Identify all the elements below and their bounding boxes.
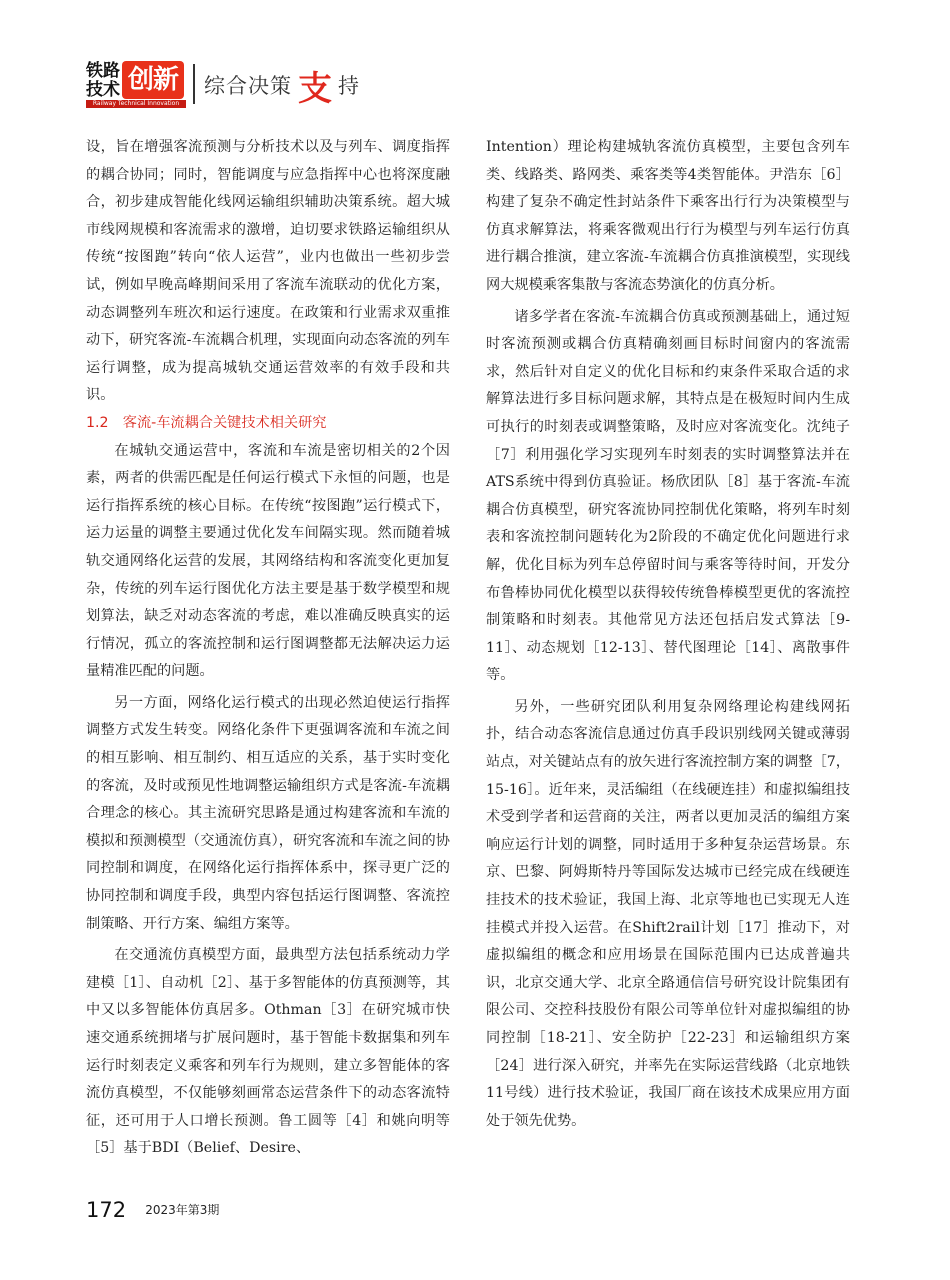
- paragraph: 另外，一些研究团队利用复杂网络理论构建线网拓扑，结合动态客流信息通过仿真手段识别线网关键或薄弱站点，对关键站点有的放矢进行客流控制方案的调整［7，15-16］。近年来，灵活编组（在线硬连挂）和虚拟编组技术受到学者和运营商的关注，两者以更加灵活的编组方案响应运行计划的调整，同时适用于多种复杂运营场景。东京、巴黎、阿姆斯特丹等国际发达城市已经完成在线硬连挂技术的技术验证，我国上海、北京等地也已实现无人连挂模式并投入运营。在Shift2rail计划［17］推动下，对虚拟编组的概念和应用场景在国际范围内已达成普遍共识，北京交通大学、北京全路通信信号研究设计院集团有限公司、交控科技股份有限公司等单位针对虚拟编组的协同控制［18-21］、安全防护［22-23］和运输组织方案［24］进行深入研究，并率先在实际运营线路（北京地铁11号线）进行技术验证，我国厂商在该技术成果应用方面处于领先优势。: [486, 698, 850, 1129]
- page-header: [86, 60, 866, 110]
- paragraph: 诸多学者在客流-车流耦合仿真或预测基础上，通过短时客流预测或耦合仿真精确刻画目标时间窗内的客流需求，然后针对自定义的优化目标和约束条件采取合适的求解算法进行多目标问题求解，其特点是在极短时间内生成可执行的时刻表或调整策略，及时应对客流变化。沈纯子［7］利用强化学习实现列车时刻表的实时调整算法并在ATS系统中得到仿真验证。杨欣团队［8］基于客流-车流耦合仿真模型，研究客流协同控制优化策略，将列车时刻表和客流控制问题转化为2阶段的不确定优化问题进行求解，优化目标为列车总停留时间与乘客等待时间，开发分布鲁棒协同优化模型以获得较传统鲁棒模型更优的客流控制策略和时刻表。其他常见方法还包括启发式算法［9-11］、动态规划［12-13］、替代图理论［14］、离散事件等。: [486, 308, 850, 684]
- section-accent-char: 支: [298, 69, 332, 109]
- paragraph: 在交通流仿真模型方面，最典型方法包括系统动力学建模［1］、自动机［2］、基于多智能体的仿真预测等，其中又以多智能体仿真居多。Othman［3］在研究城市快速交通系统拥堵与扩展问题时，基于智能卡数据集和列车运行时刻表定义乘客和列车行为规则，建立多智能体的客流仿真模型，不仅能够刻画常态运营条件下的动态客流特征，还可用于人口增长预测。鲁工圆等［4］和姚向明等［5］基于BDI（Belief、Desire、: [86, 947, 450, 1157]
- issue-label: 2023年第3期: [145, 1203, 220, 1217]
- left-column: [86, 134, 450, 1163]
- paragraph: 设，旨在增强客流预测与分析技术以及与列车、调度指挥的耦合协同；同时，智能调度与应急指挥中心也将深度融合，初步建成智能化线网运输组织辅助决策系统。超大城市线网规模和客流需求的激增，迫切要求铁路运输组织从传统“按图跑”转向“依人运营”，业内也做出一些初步尝试，例如早晚高峰期间采用了客流车流联动的优化方案，动态调整列车班次和运行速度。在政策和行业需求双重推动下，研究客流-车流耦合机理，实现面向动态客流的列车运行调整，成为提高城轨交通运营效率的有效手段和共识。: [86, 139, 450, 404]
- header-divider: [193, 64, 195, 104]
- logo-title: [86, 62, 120, 100]
- paragraph: Intention）理论构建城轨客流仿真模型，主要包含列车类、线路类、路网类、乘客类等4类智能体。尹浩东［6］构建了复杂不确定性封站条件下乘客出行行为决策模型与仿真求解算法，将乘客微观出行行为模型与列车运行仿真进行耦合推演，建立客流-车流耦合仿真推演模型，实现线网大规模乘客集散与客流态势演化的仿真分析。: [486, 139, 850, 293]
- section-heading: 1.2 客流-车流耦合关键技术相关研究: [86, 414, 327, 431]
- paragraph: 在城轨交通运营中，客流和车流是密切相关的2个因素，两者的供需匹配是任何运行模式下永恒的问题，也是运行指挥系统的核心目标。在传统“按图跑”运行模式下，运力运量的调整主要通过优化发车间隔实现。然而随着城轨交通网络化运营的发展，其网络结构和客流变化更加复杂，传统的列车运行图优化方法主要是基于数学模型和规划算法，缺乏对动态客流的考虑，难以准确反映真实的运行情况，孤立的客流控制和运行图调整都无法解决运力运量精准匹配的问题。: [86, 442, 450, 680]
- journal-logo: [86, 60, 186, 108]
- right-column: [486, 134, 850, 1135]
- page-number: 172: [86, 1198, 127, 1222]
- section-label-end: 持: [338, 74, 359, 98]
- logo-line-1: 铁路: [86, 61, 120, 81]
- paragraph: 另一方面，网络化运行模式的出现必然迫使运行指挥调整方式发生转变。网络化条件下更强调客流和车流之间的相互影响、相互制约、相互适应的关系，基于实时变化的客流，及时或预见性地调整运输组织方式是客流-车流耦合理念的核心。其主流研究思路是通过构建客流和车流的模拟和预测模型（交通流仿真），研究客流和车流之间的协同控制和调度，在网络化运行指挥体系中，探寻更广泛的协同控制和调度手段，典型内容包括运行图调整、客流控制策略、开行方案、编组方案等。: [86, 694, 450, 932]
- page-footer: [86, 1198, 219, 1224]
- logo-subtitle: Railway Technical Innovation: [86, 100, 186, 108]
- logo-badge: 创新: [122, 61, 184, 99]
- section-label: 综合决策: [204, 74, 292, 98]
- logo-line-2: 技术: [86, 80, 120, 100]
